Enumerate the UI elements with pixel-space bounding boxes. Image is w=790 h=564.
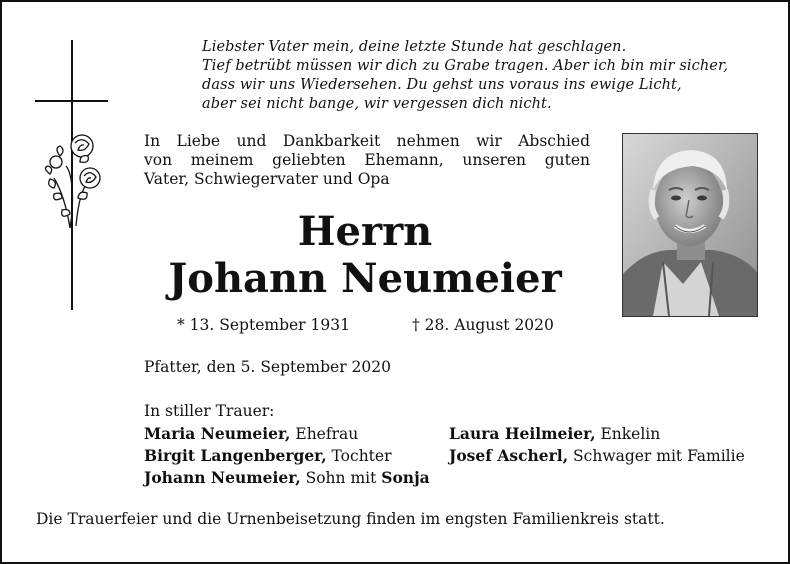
mourner-name: Birgit Langenberger, [144, 446, 327, 465]
poem-line: Tief betrübt müssen wir dich zu Grabe tragen. Aber ich bin mir sicher, [202, 58, 729, 74]
mourner-relation: Sohn mit [300, 469, 382, 487]
mourner-extra-name: Sonja [381, 468, 430, 487]
mourner-row [144, 423, 430, 445]
intro-line: Vater, Schwiegervater und Opa [144, 170, 390, 188]
intro-line: von meinem geliebten Ehemann, unseren guten [144, 151, 590, 169]
poem-line: dass wir uns Wiedersehen. Du gehst uns voraus ins ewige Licht, [202, 77, 682, 93]
portrait-photo [622, 133, 758, 317]
mourner-row [144, 445, 430, 467]
mourner-name: Laura Heilmeier, [449, 424, 596, 443]
poem [202, 38, 772, 114]
mourner-name: Josef Ascherl, [449, 446, 569, 465]
poem-line: Liebster Vater mein, deine letzte Stunde hat geschlagen. [202, 39, 627, 55]
mourner-name: Maria Neumeier, [144, 424, 291, 443]
birth-date: * 13. September 1931 [177, 316, 350, 334]
deceased-name-block [142, 210, 588, 304]
intro-text [144, 132, 590, 189]
cross-with-roses-icon [32, 38, 122, 314]
mourner-relation: Enkelin [595, 425, 661, 443]
death-date: † 28. August 2020 [412, 316, 554, 334]
intro-line: In Liebe und Dankbarkeit nehmen wir Abschied [144, 132, 590, 150]
mourner-relation: Ehefrau [290, 425, 359, 443]
mourner-relation: Schwager mit Familie [568, 447, 745, 465]
funeral-note: Die Trauerfeier und die Urnenbeisetzung finden im engsten Familienkreis statt. [36, 510, 665, 528]
place-date: Pfatter, den 5. September 2020 [144, 358, 392, 376]
mourners-intro: In stiller Trauer: [144, 402, 275, 420]
salutation: Herrn [297, 208, 433, 255]
poem-line: aber sei nicht bange, wir vergessen dich nicht. [202, 96, 552, 112]
mourners-right-column [449, 423, 745, 467]
mourner-row [144, 467, 430, 489]
mourners-left-column [144, 423, 430, 489]
mourner-row [449, 445, 745, 467]
mourner-name: Johann Neumeier, [144, 468, 301, 487]
mourner-row [449, 423, 745, 445]
mourner-relation: Tochter [326, 447, 392, 465]
deceased-name: Johann Neumeier [168, 255, 562, 302]
